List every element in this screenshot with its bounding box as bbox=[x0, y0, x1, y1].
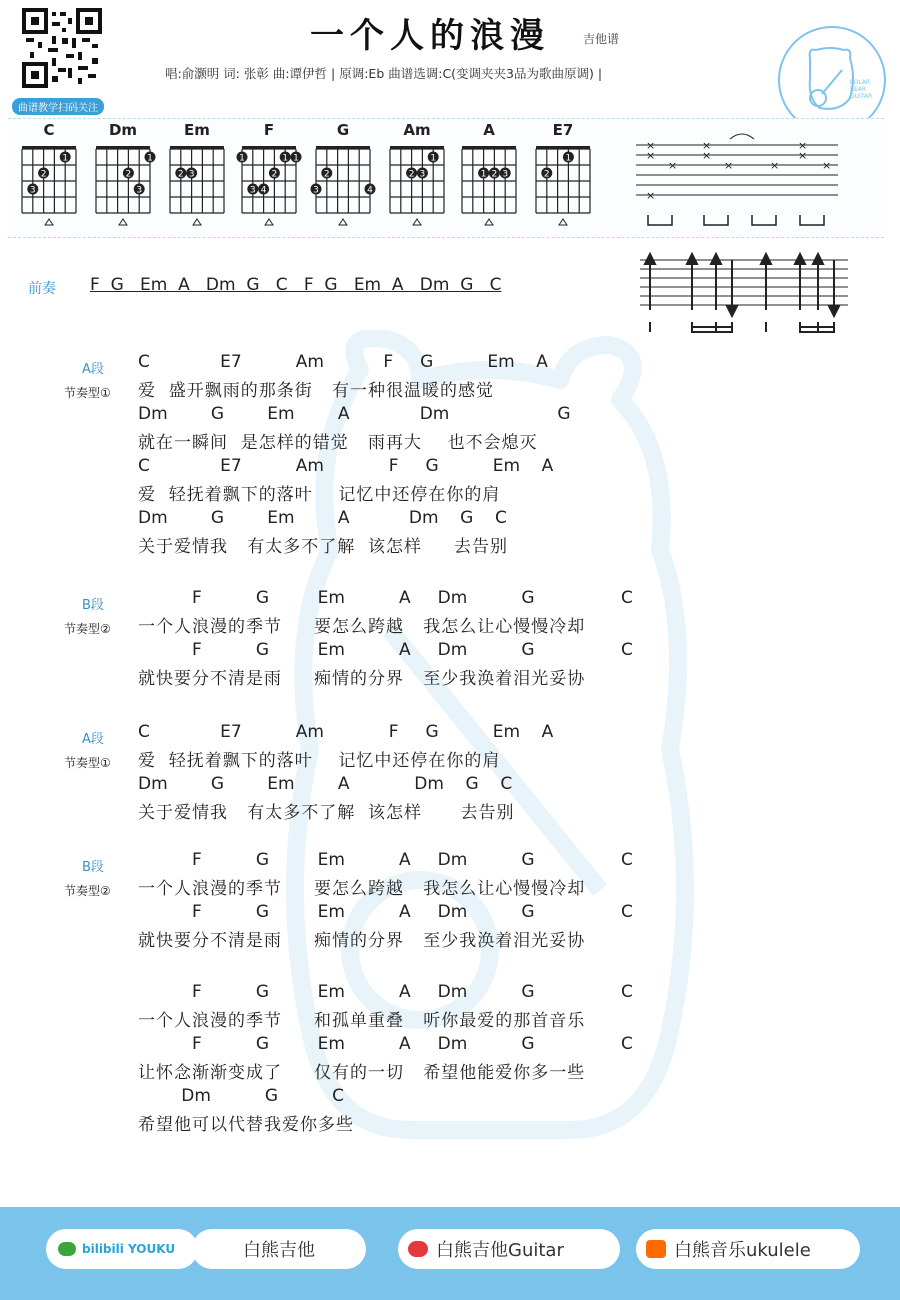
svg-text:4: 4 bbox=[367, 185, 373, 196]
chord-name: Em bbox=[184, 121, 210, 139]
chord-line: F G Em A Dm G C bbox=[138, 1034, 633, 1054]
rhythm-label: 节奏型② bbox=[64, 622, 111, 636]
svg-text:×: × bbox=[798, 149, 808, 162]
chord-grid bbox=[88, 137, 158, 229]
chord-line: Dm G Em A Dm G bbox=[138, 404, 571, 424]
chord-line: F G Em A Dm G C bbox=[138, 902, 633, 922]
lyric-line: 希望他可以代替我爱你多些 bbox=[138, 1115, 354, 1135]
taobao-icon bbox=[646, 1240, 666, 1258]
lyric-line: 就在一瞬间 是怎样的错觉 雨再大 也不会熄灭 bbox=[138, 433, 538, 453]
svg-text:3: 3 bbox=[249, 185, 256, 196]
chord-name: F bbox=[263, 121, 275, 139]
chord-diagram bbox=[162, 119, 232, 229]
chord-line: C E7 Am F G Em A bbox=[138, 456, 554, 476]
section-label: A段 bbox=[82, 732, 104, 747]
intro-chords: F G Em A Dm G C F G Em A Dm G C bbox=[90, 275, 502, 295]
svg-text:2: 2 bbox=[323, 169, 330, 180]
chord-line: F G Em A Dm G C bbox=[138, 850, 633, 870]
chord-grid bbox=[14, 137, 84, 229]
chord-name: E7 bbox=[552, 121, 574, 139]
svg-text:×: × bbox=[822, 159, 832, 172]
video-platforms-pill bbox=[46, 1229, 198, 1269]
logo-text-3: GUITAR bbox=[850, 93, 873, 100]
bear-guitar-icon bbox=[780, 28, 884, 132]
svg-text:2: 2 bbox=[543, 169, 550, 180]
chord-diagram bbox=[528, 119, 598, 229]
chord-name: A bbox=[483, 121, 495, 139]
chord-line: F G Em A Dm G C bbox=[138, 640, 633, 660]
chord-diagram bbox=[382, 119, 452, 229]
chord-line: C E7 Am F G Em A bbox=[138, 722, 554, 742]
chord-line: C E7 Am F G Em A bbox=[138, 352, 548, 372]
qr-code bbox=[22, 8, 102, 88]
song-title: 一个人的浪漫 bbox=[310, 16, 550, 56]
lyric-line: 就快要分不清是雨 痴情的分界 至少我涣着泪光妥协 bbox=[138, 931, 586, 951]
chord-chart-area bbox=[8, 118, 884, 238]
svg-text:×: × bbox=[770, 159, 780, 172]
svg-text:3: 3 bbox=[188, 169, 195, 180]
logo-text-2: BEAR bbox=[850, 86, 867, 93]
svg-text:×: × bbox=[646, 149, 656, 162]
svg-text:2: 2 bbox=[125, 169, 132, 180]
lyric-line: 爱 盛开飘雨的那条街 有一种很温暖的感觉 bbox=[138, 381, 495, 401]
lyric-line: 一个人浪漫的季节 和孤单重叠 听你最爱的那首音乐 bbox=[138, 1011, 586, 1031]
chord-line: F G Em A Dm G C bbox=[138, 982, 633, 1002]
svg-text:1: 1 bbox=[430, 153, 437, 164]
chord-grid bbox=[308, 137, 378, 229]
section-label: B段 bbox=[82, 860, 104, 875]
song-subtitle: 吉他谱 bbox=[583, 32, 620, 46]
lyric-line: 一个人浪漫的季节 要怎么跨越 我怎么让心慢慢冷却 bbox=[138, 617, 586, 637]
svg-text:×: × bbox=[702, 149, 712, 162]
footer-taobao-pill[interactable] bbox=[636, 1229, 860, 1269]
svg-text:1: 1 bbox=[62, 153, 69, 164]
svg-text:3: 3 bbox=[502, 169, 509, 180]
chord-line: Dm G Em A Dm G C bbox=[138, 774, 513, 794]
footer bbox=[0, 1207, 900, 1300]
chord-grid bbox=[382, 137, 452, 229]
svg-text:1: 1 bbox=[293, 153, 299, 164]
svg-text:3: 3 bbox=[313, 185, 319, 196]
svg-text:3: 3 bbox=[419, 169, 426, 180]
weibo-icon bbox=[408, 1241, 428, 1257]
section-label: B段 bbox=[82, 598, 104, 613]
svg-text:3: 3 bbox=[136, 185, 143, 196]
svg-text:4: 4 bbox=[260, 185, 267, 196]
rhythm-label: 节奏型① bbox=[64, 756, 111, 770]
svg-text:1: 1 bbox=[480, 169, 487, 180]
song-credits: 唱:俞灏明 词: 张彰 曲:谭伊哲 | 原调:Eb 曲谱选调:C(变调夹夹3品为歌曲原调) | bbox=[165, 66, 603, 81]
svg-text:1: 1 bbox=[239, 153, 245, 164]
logo-text-1: POLAR bbox=[850, 79, 871, 86]
svg-text:2: 2 bbox=[491, 169, 498, 180]
strum-pattern-2 bbox=[636, 252, 852, 336]
footer-pill-1[interactable]: 白熊吉他 bbox=[192, 1229, 366, 1269]
scan-badge: 曲谱教学扫码关注 bbox=[12, 98, 104, 115]
svg-text:2: 2 bbox=[177, 169, 184, 180]
lyric-line: 一个人浪漫的季节 要怎么跨越 我怎么让心慢慢冷却 bbox=[138, 879, 586, 899]
lyric-line: 关于爱情我 有太多不了解 该怎样 去告别 bbox=[138, 803, 515, 823]
chord-grid bbox=[454, 137, 524, 229]
chord-grid bbox=[528, 137, 598, 229]
svg-text:2: 2 bbox=[40, 169, 47, 180]
chord-grid bbox=[162, 137, 232, 229]
svg-text:×: × bbox=[798, 139, 808, 152]
chord-diagram bbox=[234, 119, 304, 229]
lyric-line: 爱 轻抚着飘下的落叶 记忆中还停在你的肩 bbox=[138, 751, 501, 771]
lyric-line: 就快要分不清是雨 痴情的分界 至少我涣着泪光妥协 bbox=[138, 669, 586, 689]
svg-text:2: 2 bbox=[271, 169, 278, 180]
intro-label: 前奏 bbox=[28, 281, 56, 297]
svg-text:×: × bbox=[646, 189, 656, 202]
chord-name: C bbox=[43, 121, 55, 139]
svg-text:1: 1 bbox=[282, 153, 289, 164]
chord-name: Dm bbox=[108, 121, 138, 139]
svg-text:×: × bbox=[668, 159, 678, 172]
rhythm-label: 节奏型① bbox=[64, 386, 111, 400]
chord-line: F G Em A Dm G C bbox=[138, 588, 633, 608]
chord-diagram bbox=[454, 119, 524, 229]
chord-diagram bbox=[88, 119, 158, 229]
svg-text:×: × bbox=[702, 139, 712, 152]
chord-line: Dm G Em A Dm G C bbox=[138, 508, 507, 528]
svg-text:2: 2 bbox=[408, 169, 415, 180]
chord-diagram bbox=[14, 119, 84, 229]
lyric-line: 让怀念渐渐变成了 仅有的一切 希望他能爱你多一些 bbox=[138, 1063, 586, 1083]
svg-text:×: × bbox=[646, 139, 656, 152]
section-label: A段 bbox=[82, 362, 104, 377]
platforms-text: bilibili YOUKU bbox=[82, 1242, 176, 1256]
wechat-icon bbox=[58, 1242, 76, 1256]
footer-pill-2-text: 白熊吉他Guitar bbox=[436, 1240, 564, 1261]
svg-text:3: 3 bbox=[29, 185, 36, 196]
rhythm-label: 节奏型② bbox=[64, 884, 111, 898]
chord-grid bbox=[234, 137, 304, 229]
svg-text:1: 1 bbox=[147, 153, 153, 164]
chord-line: Dm G C bbox=[138, 1086, 345, 1106]
svg-text:1: 1 bbox=[565, 153, 572, 164]
chord-diagram bbox=[308, 119, 378, 229]
footer-pill-3-text: 白熊音乐ukulele bbox=[674, 1240, 811, 1261]
chord-name: G bbox=[336, 121, 350, 139]
chord-name: Am bbox=[403, 121, 431, 139]
lyric-line: 关于爱情我 有太多不了解 该怎样 去告别 bbox=[138, 537, 509, 557]
svg-text:×: × bbox=[724, 159, 734, 172]
strum-pattern-1 bbox=[632, 129, 842, 229]
footer-weibo-pill[interactable] bbox=[398, 1229, 620, 1269]
lyric-line: 爱 轻抚着飘下的落叶 记忆中还停在你的肩 bbox=[138, 485, 501, 505]
